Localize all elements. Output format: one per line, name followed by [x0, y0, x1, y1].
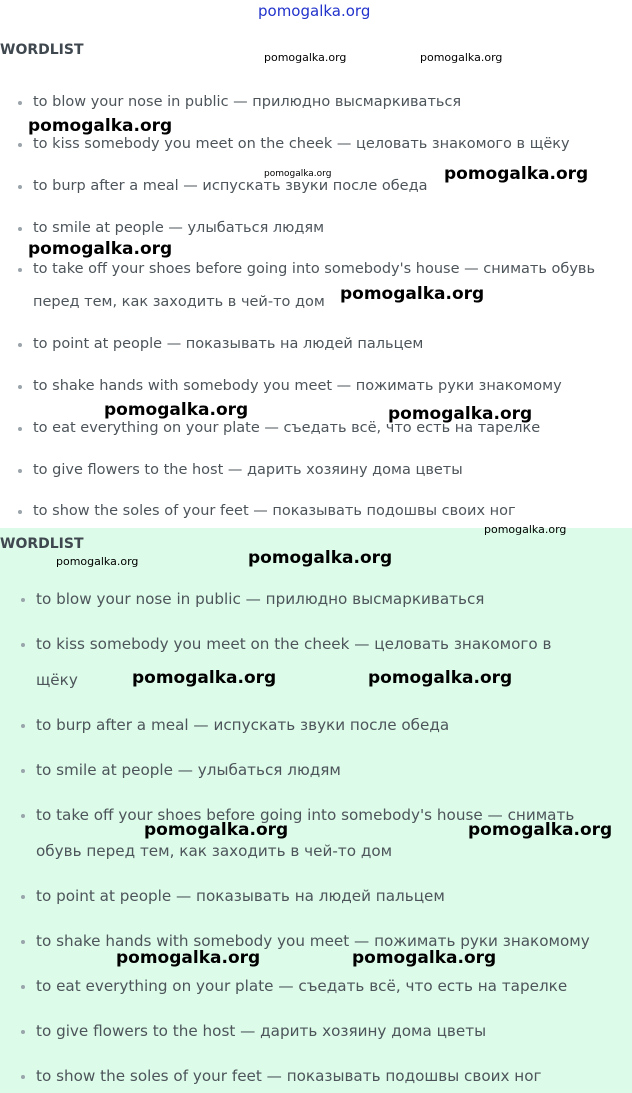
list-item	[33, 176, 428, 196]
bullet-icon	[21, 1075, 25, 1079]
bullet-icon	[21, 724, 25, 728]
list-item	[36, 715, 449, 735]
list-item-text: to give flowers to the host — дарить хозяину дома цветы	[33, 462, 463, 478]
list-item-text: to show the soles of your feet — показывать подошвы своих ног	[36, 1067, 542, 1085]
watermark-text: pomogalka.org	[104, 400, 249, 420]
list-item-text: to give flowers to the host — дарить хозяину дома цветы	[36, 1022, 487, 1040]
bullet-icon	[18, 469, 22, 473]
watermark-text: pomogalka.org	[28, 239, 173, 259]
list-item-text: to kiss somebody you meet on the cheek — целовать знакомого в	[36, 635, 552, 653]
list-item-text: обувь перед тем, как заходить в чей-то дом	[36, 842, 393, 860]
list-item-text: to show the soles of your feet — показывать подошвы своих ног	[33, 503, 516, 519]
watermark-text: pomogalka.org	[388, 404, 533, 424]
watermark-text: pomogalka.org	[484, 523, 567, 536]
bullet-icon	[21, 1030, 25, 1034]
list-item	[33, 218, 324, 238]
bullet-icon	[21, 769, 25, 773]
watermark-text: pomogalka.org	[132, 668, 277, 688]
list-item-text: to smile at people — улыбаться людям	[33, 220, 325, 236]
list-item-continuation	[36, 841, 392, 861]
list-item	[33, 334, 423, 354]
list-item-text: to smile at people — улыбаться людям	[36, 761, 341, 779]
list-item-text: to eat everything on your plate — съедать всё, что есть на тарелке	[33, 420, 541, 436]
bullet-icon	[21, 985, 25, 989]
list-item	[33, 92, 461, 112]
list-item	[36, 760, 341, 780]
list-item	[36, 886, 445, 906]
list-item-text: to blow your nose in public — прилюдно высмаркиваться	[36, 590, 485, 608]
list-item-continuation	[36, 670, 78, 690]
bullet-icon	[18, 101, 22, 105]
wordlist-title: WORDLIST	[0, 536, 84, 552]
list-item	[36, 976, 567, 996]
list-item-text: щёку	[36, 671, 78, 689]
bullet-icon	[21, 895, 25, 899]
list-item	[36, 1021, 486, 1041]
watermark-text: pomogalka.org	[56, 555, 139, 568]
list-item	[33, 134, 570, 154]
list-item-text: to take off your shoes before going into somebody's house — снимать	[36, 806, 575, 824]
bullet-icon	[18, 143, 22, 147]
list-item	[36, 634, 551, 654]
bullet-icon	[18, 343, 22, 347]
watermark-text: pomogalka.org	[352, 948, 497, 968]
watermark-text: pomogalka.org	[340, 284, 485, 304]
watermark-text: pomogalka.org	[28, 116, 173, 136]
list-item	[36, 589, 484, 609]
list-item-text: to kiss somebody you meet on the cheek — целовать знакомого в щёку	[33, 136, 570, 152]
watermark-text: pomogalka.org	[264, 51, 347, 64]
bullet-icon	[18, 185, 22, 189]
list-item	[33, 259, 595, 279]
list-item	[33, 501, 516, 521]
list-item-text: to burp after a meal — испускать звуки после обеда	[36, 716, 450, 734]
wordlist-section-1	[0, 0, 632, 528]
watermark-text: pomogalka.org	[444, 164, 589, 184]
list-item	[33, 460, 463, 480]
watermark-text: pomogalka.org	[420, 51, 503, 64]
watermark-text: pomogalka.org	[264, 169, 332, 179]
list-item-text: to eat everything on your plate — съедать всё, что есть на тарелке	[36, 977, 568, 995]
list-item-text: to point at people — показывать на людей пальцем	[33, 336, 424, 352]
list-item-text: перед тем, как заходить в чей-то дом	[33, 294, 325, 310]
bullet-icon	[18, 385, 22, 389]
watermark-text: pomogalka.org	[248, 548, 393, 568]
list-item	[36, 1066, 542, 1086]
list-item-continuation	[33, 292, 325, 312]
list-item-text: to shake hands with somebody you meet — пожимать руки знакомому	[36, 932, 590, 950]
watermark-text: pomogalka.org	[116, 948, 261, 968]
wordlist-title: WORDLIST	[0, 42, 84, 58]
list-item-text: to take off your shoes before going into somebody's house — снимать обувь	[33, 261, 596, 277]
list-item-text: to blow your nose in public — прилюдно высмаркиваться	[33, 94, 462, 110]
list-item-text: to shake hands with somebody you meet — пожимать руки знакомому	[33, 378, 562, 394]
bullet-icon	[21, 814, 25, 818]
list-item-text: to point at people — показывать на людей пальцем	[36, 887, 445, 905]
wordlist-section-2	[0, 528, 632, 1093]
watermark-text: pomogalka.org	[258, 2, 371, 20]
bullet-icon	[21, 643, 25, 647]
list-item-text: to burp after a meal — испускать звуки после обеда	[33, 178, 428, 194]
bullet-icon	[18, 268, 22, 272]
watermark-text: pomogalka.org	[468, 820, 613, 840]
bullet-icon	[18, 510, 22, 514]
watermark-text: pomogalka.org	[368, 668, 513, 688]
list-item	[33, 376, 562, 396]
watermark-text: pomogalka.org	[144, 820, 289, 840]
bullet-icon	[21, 598, 25, 602]
bullet-icon	[21, 940, 25, 944]
bullet-icon	[18, 427, 22, 431]
bullet-icon	[18, 227, 22, 231]
